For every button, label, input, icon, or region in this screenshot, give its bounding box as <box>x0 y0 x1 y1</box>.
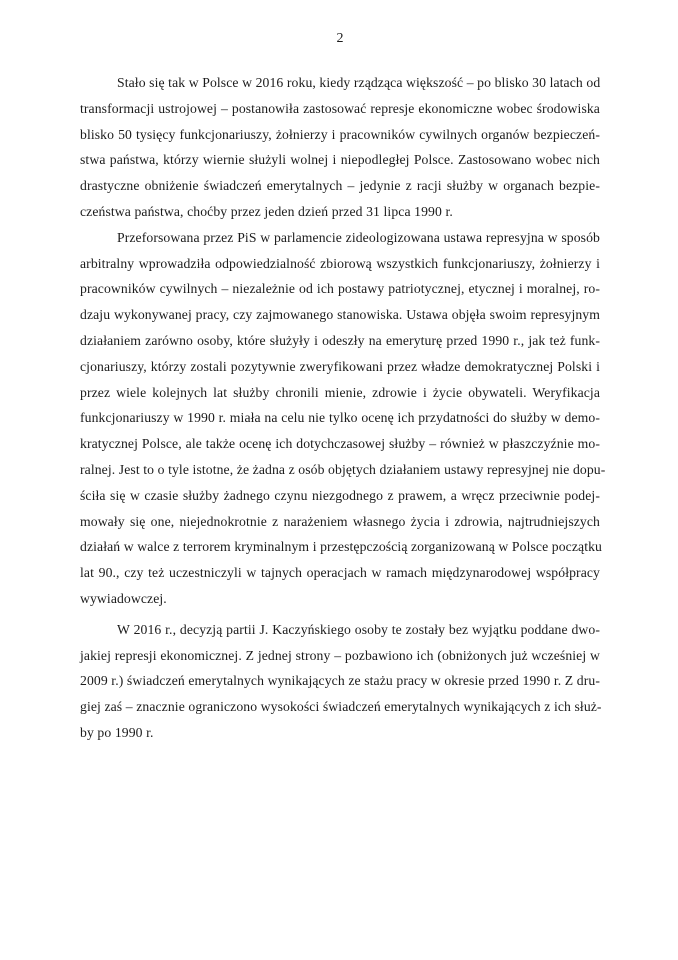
text-line: by po 1990 r. <box>80 724 154 740</box>
text-line: Przeforsowana przez PiS w parlamencie zideologizowana ustawa represyjna w sposób <box>117 229 600 245</box>
text-line: przez wiele kolejnych lat służby chronili mienie, zdrowie i życie obywateli. Weryfikacja <box>80 384 600 400</box>
text-line: mowały się one, niejednokrotnie z narażeniem własnego życia i zdrowia, najtrudniejszych <box>80 513 600 529</box>
text-line: kratycznej Polsce, ale także ocenę ich dotychczasowej służby – również w płaszczyźnie mo- <box>80 436 600 452</box>
paragraph <box>80 225 606 612</box>
text-line: dzaju wykonywanej pracy, czy zajmowanego stanowiska. Ustawa objęła swoim represyjnym <box>80 307 600 323</box>
text-line: cjonariuszy, którzy zostali pozytywnie zweryfikowani przez władze demokratycznej Polski i <box>80 358 600 374</box>
text-line: jakiej represji ekonomicznej. Z jednej strony – pozbawiono ich (obniżonych już wcześniej w <box>80 647 600 663</box>
text-line: działań w walce z terrorem kryminalnym i przestępczością zorganizowaną w Polsce początku <box>80 539 602 555</box>
text-line: transformacji ustrojowej – postanowiła zastosować represje ekonomiczne wobec środowiska <box>80 100 600 116</box>
text-line: W 2016 r., decyzją partii J. Kaczyńskiego osoby te zostały bez wyjątku poddane dwo- <box>117 621 600 637</box>
text-line: funkcjonariuszy w 1990 r. miała na celu nie tylko ocenę ich przydatności do służby w demo- <box>80 410 600 426</box>
text-line: stwa państwa, którzy wiernie służyli wolnej i niepodległej Polsce. Zastosowano wobec nich <box>80 152 600 168</box>
paragraph <box>80 617 600 746</box>
text-line: ralnej. Jest to o tyle istotne, że żadna z osób objętych działaniem ustawy represyjnej nie dopu- <box>80 461 606 477</box>
text-line: działaniem zarówno osoby, które służyły i odeszły na emeryturę przed 1990 r., jak też funk- <box>80 332 600 348</box>
text-line: 2009 r.) świadczeń emerytalnych wynikających ze stażu pracy w okresie przed 1990 r. Z dru- <box>80 673 600 689</box>
page-number: 2 <box>336 31 344 46</box>
text-line: ściła się w czasie służby żadnego czynu niezgodnego z prawem, a wręcz przeciwnie podej- <box>80 487 600 503</box>
text-line: Stało się tak w Polsce w 2016 roku, kiedy rządząca większość – po blisko 30 latach od <box>117 75 601 90</box>
text-line: arbitralny wprowadziła odpowiedzialność zbiorową wszystkich funkcjonariuszy, żołnierzy i <box>80 255 600 271</box>
text-line: pracowników cywilnych – niezależnie od ich postawy patriotycznej, etycznej i moralnej, ro- <box>80 281 600 297</box>
text-line: czeństwa państwa, choćby przez jeden dzień przed 31 lipca 1990 r. <box>80 203 453 219</box>
text-line: wywiadowczej. <box>80 590 167 606</box>
text-line: lat 90., czy też uczestniczyli w tajnych operacjach w ramach międzynarodowej współpracy <box>80 565 600 581</box>
text-line: blisko 50 tysięcy funkcjonariuszy, żołnierzy i pracowników cywilnych organów bezpieczeń- <box>80 126 600 142</box>
paragraph <box>80 70 600 225</box>
text-line: giej zaś – znacznie ograniczono wysokości świadczeń emerytalnych wynikających z ich służ- <box>80 699 602 715</box>
text-line: drastyczne obniżenie świadczeń emerytalnych – jedynie z racji służby w organach bezpie- <box>80 178 600 194</box>
document-body <box>80 70 606 746</box>
